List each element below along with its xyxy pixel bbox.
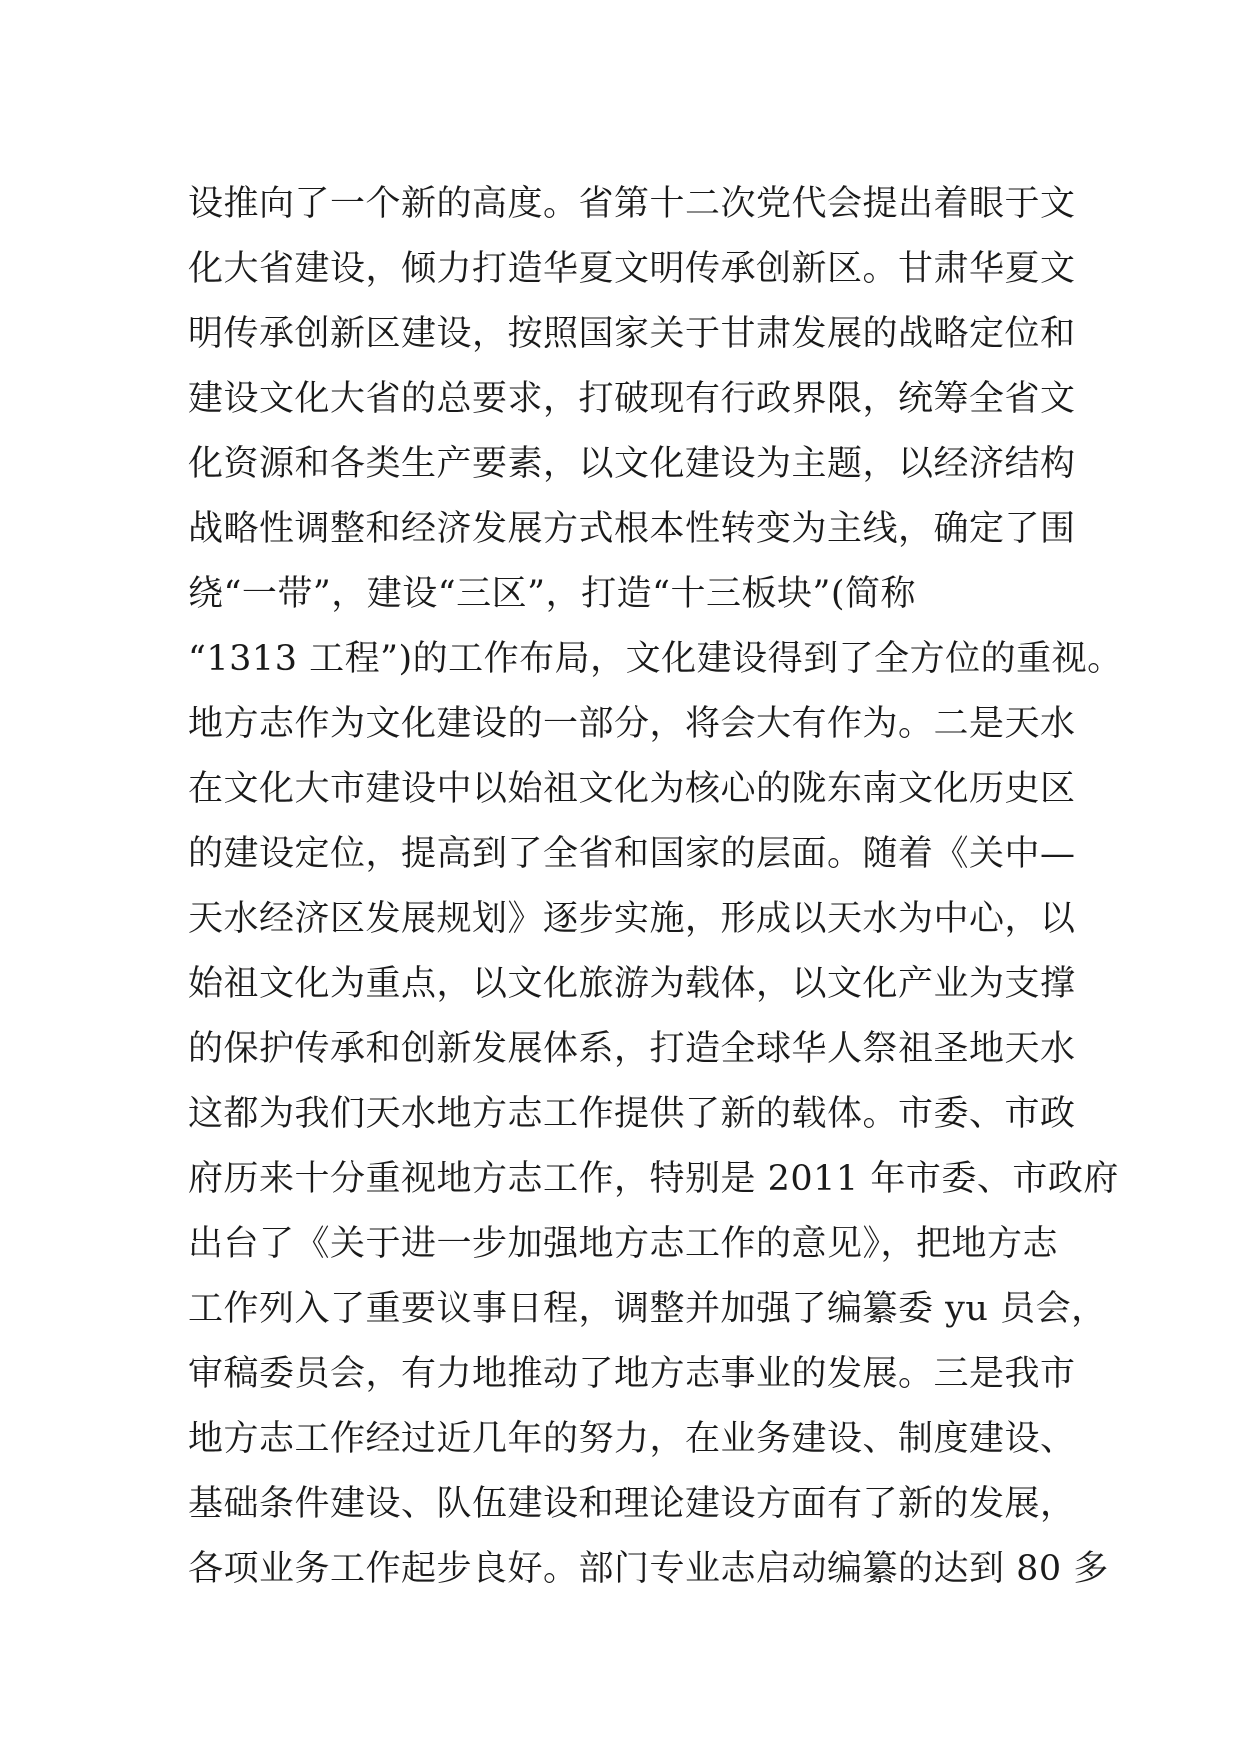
text-line: 各项业务工作起步良好。部门专业志启动编纂的达到 80 多: [188, 1549, 1109, 1589]
text-line: 天水经济区发展规划》逐步实施，形成以天水为中心，以: [188, 899, 1076, 939]
body-text: [188, 172, 1123, 1602]
text-line: 建设文化大省的总要求，打破现有行政界限，统筹全省文: [188, 379, 1076, 419]
text-line: 绕“一带”，建设“三区”，打造“十三板块”(简称: [188, 574, 917, 614]
text-line: 化大省建设，倾力打造华夏文明传承创新区。甘肃华夏文: [188, 249, 1076, 289]
text-line: 战略性调整和经济发展方式根本性转变为主线，确定了围: [188, 509, 1076, 549]
text-line: 在文化大市建设中以始祖文化为核心的陇东南文化历史区: [188, 769, 1076, 809]
text-line: 出台了《关于进一步加强地方志工作的意见》，把地方志: [188, 1224, 1059, 1264]
text-line: 明传承创新区建设，按照国家关于甘肃发展的战略定位和: [188, 314, 1076, 354]
text-line: 地方志工作经过近几年的努力，在业务建设、制度建设、: [188, 1419, 1076, 1459]
text-line: 工作列入了重要议事日程，调整并加强了编纂委 yu 员会，: [188, 1289, 1107, 1329]
text-line: 的保护传承和创新发展体系，打造全球华人祭祖圣地天水: [188, 1029, 1076, 1069]
text-line: 设推向了一个新的高度。省第十二次党代会提出着眼于文: [188, 184, 1076, 224]
text-line: 基础条件建设、队伍建设和理论建设方面有了新的发展，: [188, 1484, 1076, 1524]
text-line: 审稿委员会，有力地推动了地方志事业的发展。三是我市: [188, 1354, 1076, 1394]
text-line: 化资源和各类生产要素，以文化建设为主题，以经济结构: [188, 444, 1076, 484]
text-line: 府历来十分重视地方志工作，特别是 2011 年市委、市政府: [188, 1159, 1119, 1199]
text-line: 这都为我们天水地方志工作提供了新的载体。市委、市政: [188, 1094, 1076, 1134]
text-line: “1313 工程”)的工作布局，文化建设得到了全方位的重视。: [188, 639, 1123, 679]
text-line: 的建设定位，提高到了全省和国家的层面。随着《关中—: [188, 834, 1076, 874]
text-line: 地方志作为文化建设的一部分，将会大有作为。二是天水: [188, 704, 1076, 744]
text-line: 始祖文化为重点，以文化旅游为载体，以文化产业为支撑: [188, 964, 1076, 1004]
